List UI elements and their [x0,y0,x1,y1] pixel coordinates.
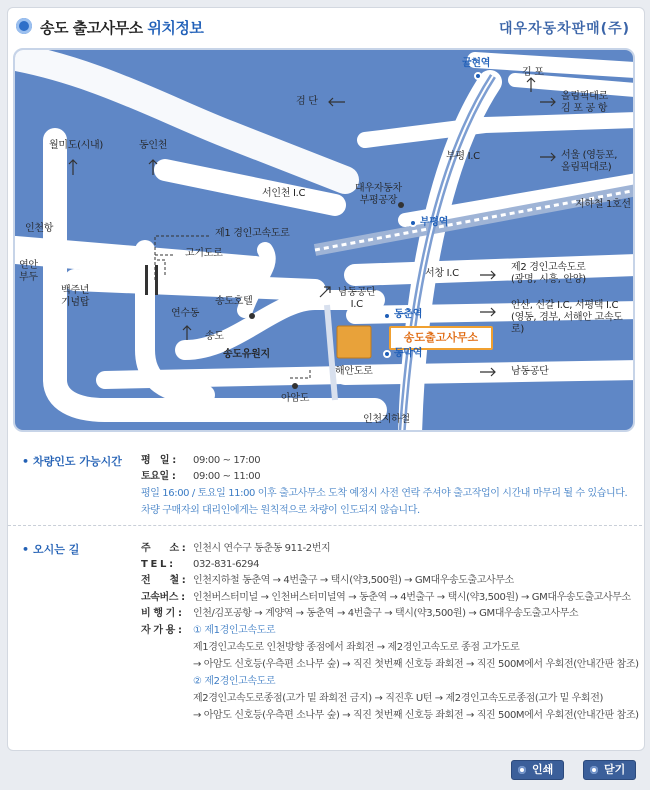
delivery-section-title: • 차량인도 가능시간 [22,453,122,469]
label-seochang-ic: 서창 I.C [425,268,459,279]
label-namdong-complex: 남동공단 [511,366,549,377]
label-olympic-gimpo: 올림픽대로 김 포 공 항 [561,91,608,114]
label-ansan: 안산, 신갈 I.C, 서평택 I.C (영동, 경부, 서해안 고속도로) [511,300,623,335]
label-bupyeong-ic: 부평 I.C [446,151,480,162]
label-daewoo-bupyeong: 대우자동차 부평공장 [355,183,402,206]
row-key: 자 가 용 : [141,625,182,636]
row-key: 전 철 : [141,575,186,586]
directions-row [141,606,578,621]
weekday-key: 평 일 : [141,455,176,466]
label-haean: 해안도로 [335,366,373,377]
car-route-2b: → 아암도 신호등(우측편 소나무 숲) → 직진 첫번째 신호등 좌회전 → 직진 500M에서 우회전(안내간판 참조) [193,710,639,721]
close-label: 닫기 [604,763,626,776]
close-button[interactable] [583,760,636,780]
directions-row [141,573,514,588]
location-map [13,48,635,432]
page-title [40,17,203,38]
weekday-value: 09:00 ~ 17:00 [193,455,261,466]
directions-row [141,557,259,572]
label-baekjunyeon: 백주년 기념탑 [61,285,90,308]
saturday-hours [141,469,260,484]
saturday-key: 토요일 : [141,471,176,482]
label-geomdan: 검 단 [296,96,318,107]
dongchun-station-dot [383,312,391,320]
label-seoincheon-ic: 서인천 I.C [262,188,306,199]
print-button[interactable] [511,760,564,780]
aamdo-dot [292,383,298,389]
label-expwy1: 제1 경인고속도로 [215,228,290,239]
label-aamdo: 아암도 [281,393,310,404]
title-main: 송도 출고사무소 [40,19,143,37]
bupyeong-station-dot [409,219,417,227]
print-label: 인쇄 [532,763,554,776]
label-wolmido: 월미도(시내) [49,140,104,151]
label-subway1: 지하철 1호선 [575,199,631,210]
row-value: ① 제1경인고속도로 [193,625,276,636]
daewoo-factory-dot [398,202,404,208]
brand-logo: 대우자동차판매(주) [499,21,630,37]
title-sub: 위치정보 [147,19,204,37]
car-route-2-title: ② 제2경인고속도로 [193,676,276,687]
label-yeonsu: 연수동 [171,308,200,319]
saturday-value: 09:00 ~ 11:00 [193,471,261,482]
car-route-2a: 제2경인고속도로종점(고가 밑 좌회전 금지) → 직진후 U턴 → 제2경인고속도로종점(고가 밑 우회전) [193,693,603,704]
weekday-hours [141,453,260,468]
label-seoul: 서울 (영등포, 올림픽대로) [561,150,618,173]
label-incheon-port: 인천항 [25,223,54,234]
row-value: 인천/김포공항 → 계양역 → 동춘역 → 4번출구 → 택시(약3,500원) → GM대우송도출고사무소 [193,608,579,619]
directions-row [141,623,275,638]
section-divider [8,525,642,526]
row-key: T E L : [141,559,173,570]
title-bar [16,14,636,44]
label-dongincheon: 동인천 [139,140,168,151]
label-gulhyeon: 귤현역 [462,58,491,69]
dongmak-station-dot [383,350,391,358]
label-expwy2: 제2 경인고속도로 (광명, 시흥, 안양) [511,262,586,285]
label-gimpo: 김 포 [522,67,544,78]
delivery-note-2: 차량 구매자외 대리인에게는 원칙적으로 차량이 인도되지 않습니다. [141,505,420,516]
row-value: 인천시 연수구 동춘동 911-2번지 [193,543,331,554]
car-route-1a: 제1경인고속도로 인천방향 종점에서 좌회전 → 제2경인고속도로 종점 고가도로 [193,642,520,653]
label-dongchun: 동춘역 [394,309,423,320]
label-songdo-hotel: 송도호텔 [215,296,253,307]
row-value: 032-831-6294 [193,559,260,570]
car-route-1b: → 아암도 신호등(우측편 소나무 숲) → 직진 첫번째 신호등 좌회전 → 직진 500M에서 우회전(안내간판 참조) [193,659,639,670]
directions-row [141,590,631,605]
label-elevated-road: 고기도로 [185,248,223,259]
label-songdo: 송도 [205,331,224,342]
print-bullet-icon [518,766,526,774]
label-songdo-park: 송도유원지 [223,349,270,360]
label-dongmak: 동막역 [394,348,423,359]
gulhyeon-station-dot [474,72,482,80]
label-bupyeong-station: 부평역 [420,217,449,228]
close-bullet-icon [590,766,598,774]
delivery-note-1: 평일 16:00 / 토요일 11:00 이후 출고사무소 도착 예정시 사전 연락 주셔야 출고작업이 시간내 마무리 될 수 있습니다. [141,488,628,499]
row-value: 인천버스터미널 → 인천버스터미널역 → 동춘역 → 4번출구 → 택시(약3,500원) → GM대우송도출고사무소 [193,592,631,603]
row-value: 인천지하철 동춘역 → 4번출구 → 택시(약3,500원) → GM대우송도출고사무소 [193,575,514,586]
label-incheon-subway: 인천지하철 [363,414,410,425]
row-key: 비 행 기 : [141,608,182,619]
office-marker: 송도출고사무소 [389,326,493,350]
label-yeonan: 연안 부두 [19,260,38,283]
songdo-hotel-dot [249,313,255,319]
title-bullet-icon [16,18,32,34]
label-namdong-ic: 남동공단 I.C [338,287,376,310]
row-key: 주 소 : [141,543,186,554]
directions-row [141,541,330,556]
directions-section-title: • 오시는 길 [22,541,79,557]
row-key: 고속버스 : [141,592,185,603]
